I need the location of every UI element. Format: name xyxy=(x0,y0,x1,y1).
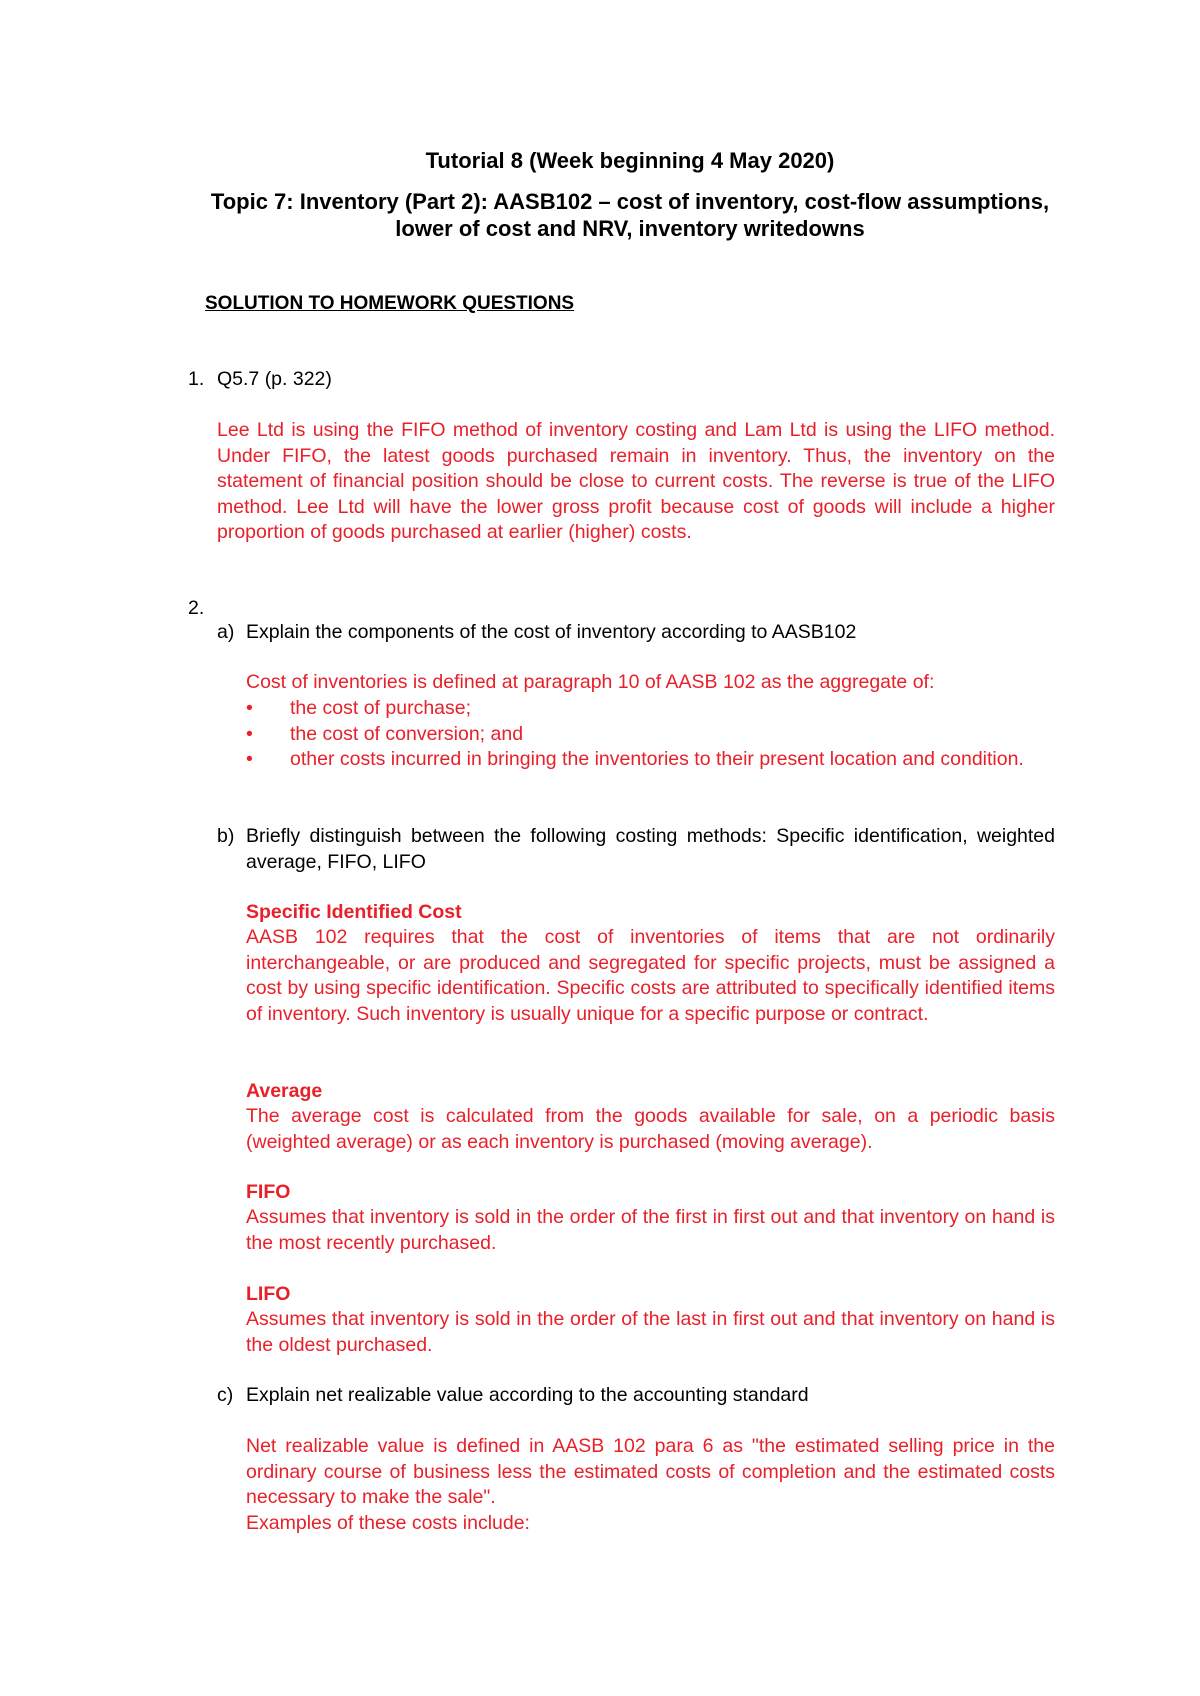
document-title: Tutorial 8 (Week beginning 4 May 2020) xyxy=(425,148,835,173)
method-text: Assumes that inventory is sold in the order of the last in first out and that inventory on hand is the oldest purchased. xyxy=(246,1308,1055,1356)
method-text: The average cost is calculated from the goods available for sale, on a periodic basis (weighted average) or as each inventory is purchased (moving average). xyxy=(246,1105,1055,1153)
method-heading: LIFO xyxy=(246,1283,291,1305)
q2c-question: Explain net realizable value according to the accounting standard xyxy=(246,1384,809,1406)
q2a-answer-intro: Cost of inventories is defined at paragraph 10 of AASB 102 as the aggregate of: xyxy=(246,671,935,693)
list-item xyxy=(246,696,1055,722)
method-heading: Average xyxy=(246,1080,323,1102)
q1-number: 1. xyxy=(188,368,205,390)
document-subtitle: Topic 7: Inventory (Part 2): AASB102 – cost of inventory, cost-flow assumptions, lower of cost and NRV, inventory writedowns xyxy=(210,189,1050,241)
bullet-text: other costs incurred in bringing the inventories to their present location and condition. xyxy=(290,748,1024,770)
section-heading: SOLUTION TO HOMEWORK QUESTIONS xyxy=(205,293,575,314)
q2b-question: Briefly distinguish between the following costing methods: Specific identification, weighted average, FIFO, LIFO xyxy=(246,825,1055,873)
method-text: Assumes that inventory is sold in the order of the first in first out and that inventory on hand is the most recently purchased. xyxy=(246,1206,1055,1254)
q2b-label: b) xyxy=(217,825,235,847)
q1-answer: Lee Ltd is using the FIFO method of inventory costing and Lam Ltd is using the LIFO method. Under FIFO, the latest goods purchased remain in inventory. Thus, the inventory on the statement of financial position should be close to current costs. The reverse is true of the LIFO method. Lee Ltd will have the lower gross profit because cost of goods will include a higher proportion of goods purchased at earlier (higher) costs. xyxy=(217,419,1055,543)
method-text: AASB 102 requires that the cost of inventories of items that are not ordinarily interchangeable, or are produced and segregated for specific projects, must be assigned a cost by using specific identification. Specific costs are attributed to specifically identified items of inventory. Such inventory is usually unique for a specific purpose or contract. xyxy=(246,926,1055,1025)
q2-number: 2. xyxy=(188,597,205,619)
q2c-examples-intro: Examples of these costs include: xyxy=(246,1512,530,1534)
bullet-text: the cost of conversion; and xyxy=(290,722,524,745)
bullet-icon: • xyxy=(246,697,253,719)
list-item xyxy=(246,747,1055,773)
method-heading: FIFO xyxy=(246,1181,291,1203)
list-item xyxy=(246,722,1055,748)
q2a-label: a) xyxy=(217,621,235,643)
q2c-label: c) xyxy=(217,1384,234,1406)
q2c-answer: Net realizable value is defined in AASB 102 para 6 as "the estimated selling price in the ordinary course of business less the estimated costs of completion and the estimated costs necessary to make the sale". xyxy=(246,1435,1055,1508)
q2a-question: Explain the components of the cost of inventory according to AASB102 xyxy=(246,621,857,643)
bullet-icon: • xyxy=(246,722,253,745)
method-heading: Specific Identified Cost xyxy=(246,901,462,923)
bullet-text: the cost of purchase; xyxy=(290,697,472,719)
bullet-icon: • xyxy=(246,748,253,770)
q2a-bullet-list xyxy=(246,696,1055,773)
q1-label: Q5.7 (p. 322) xyxy=(217,368,332,390)
